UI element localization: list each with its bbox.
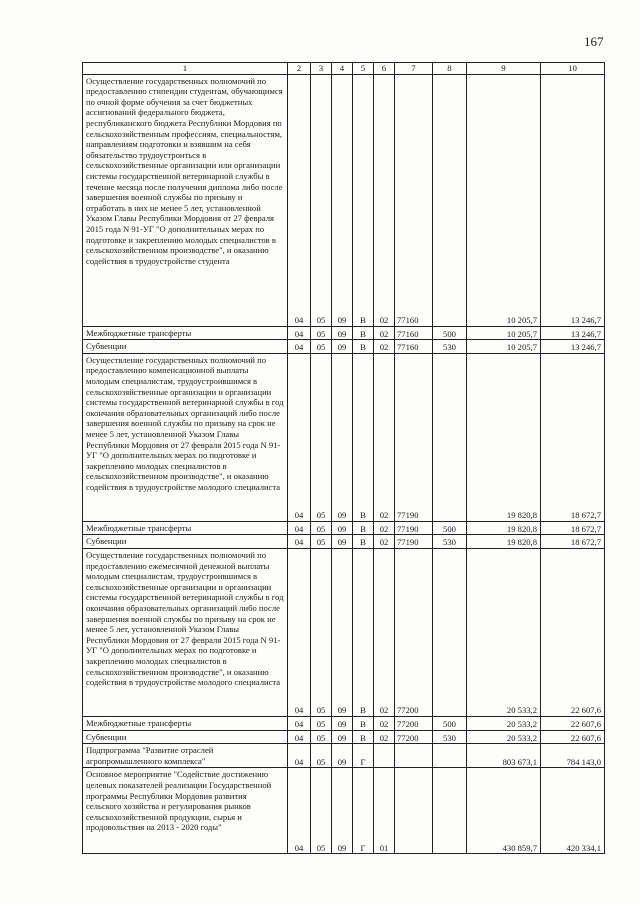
cell-c3: 05: [311, 535, 332, 549]
cell-c5: В: [353, 353, 374, 521]
cell-c7: 77190: [395, 535, 433, 549]
cell-c4: 09: [332, 353, 353, 521]
row-name: Подпрограмма "Развитие отраслей агропромышленного комплекса": [83, 744, 288, 768]
cell-c7: [395, 744, 433, 768]
cell-c2: 04: [288, 535, 311, 549]
cell-c3: 05: [311, 548, 332, 716]
cell-c3: 05: [311, 730, 332, 744]
column-header: 6: [374, 63, 395, 75]
table-header-row: [83, 63, 605, 75]
cell-c10: 22 607,6: [541, 548, 605, 716]
cell-c5: В: [353, 521, 374, 535]
cell-c10: 13 246,7: [541, 74, 605, 326]
cell-c7: 77200: [395, 548, 433, 716]
column-header: 5: [353, 63, 374, 75]
cell-c10: 13 246,7: [541, 326, 605, 340]
cell-c8: 500: [433, 326, 467, 340]
cell-c9: 20 533,2: [467, 548, 541, 716]
cell-c2: 04: [288, 548, 311, 716]
row-name: Основное мероприятие "Содействие достижению целевых показателей реализации Государственной программы Республики Мордовия развития сельского хозяйства и регулирования рынков сельскохозяйственной продукции, сырья и продовольствия на 2013 - 2020 годы": [83, 768, 288, 854]
cell-c7: 77200: [395, 730, 433, 744]
cell-c9: 19 820,8: [467, 535, 541, 549]
cell-c3: 05: [311, 340, 332, 354]
cell-c6: 02: [374, 326, 395, 340]
cell-c3: 05: [311, 768, 332, 854]
cell-c9: 10 205,7: [467, 340, 541, 354]
cell-c6: 02: [374, 548, 395, 716]
cell-c6: 02: [374, 730, 395, 744]
cell-c2: 04: [288, 353, 311, 521]
cell-c7: 77160: [395, 340, 433, 354]
budget-table: [82, 62, 605, 854]
table-row: [83, 535, 605, 549]
cell-c2: 04: [288, 340, 311, 354]
cell-c6: 01: [374, 768, 395, 854]
cell-c5: В: [353, 730, 374, 744]
cell-c4: 09: [332, 535, 353, 549]
table-row: [83, 768, 605, 854]
cell-c7: 77190: [395, 353, 433, 521]
cell-c7: [395, 768, 433, 854]
cell-c8: [433, 744, 467, 768]
cell-c10: 420 334,1: [541, 768, 605, 854]
cell-c10: 18 672,7: [541, 353, 605, 521]
cell-c3: 05: [311, 74, 332, 326]
cell-c9: 19 820,8: [467, 521, 541, 535]
cell-c5: В: [353, 340, 374, 354]
column-header: 3: [311, 63, 332, 75]
table-row: [83, 730, 605, 744]
cell-c6: 02: [374, 353, 395, 521]
cell-c4: 09: [332, 326, 353, 340]
cell-c10: 18 672,7: [541, 535, 605, 549]
cell-c7: 77160: [395, 74, 433, 326]
row-name: Межбюджетные трансферты: [83, 716, 288, 730]
cell-c6: 02: [374, 340, 395, 354]
cell-c4: 09: [332, 730, 353, 744]
column-header: 4: [332, 63, 353, 75]
cell-c5: В: [353, 74, 374, 326]
row-name: Субвенции: [83, 340, 288, 354]
row-name: Субвенции: [83, 730, 288, 744]
cell-c5: Г: [353, 768, 374, 854]
table-row: [83, 353, 605, 521]
row-name: Осуществление государственных полномочий по предоставлению стипендии студентам, обучающимся по очной форме обучения за счет бюджетных ассигнований федерального бюджета, республиканского бюджета Республики Мордовия по сельскохозяйственным профессиям, специальностям, направлениям подготовки и взявшим на себя обязательство трудоустроиться в сельскохозяйственные организации или организации системы государственной ветеринарной службы в течение месяца после получения диплома либо после завершения военной службы по призыву и отработать в них не менее 5 лет, установленной Указом Главы Республики Мордовия от 27 февраля 2015 года N 91-УГ "О дополнительных мерах по подготовке и закреплению молодых специалистов в сельскохозяйственном производстве", и оказанию содействия в трудоустройстве студента: [83, 74, 288, 326]
table-row: [83, 521, 605, 535]
cell-c7: 77160: [395, 326, 433, 340]
cell-c6: 02: [374, 535, 395, 549]
cell-c10: 13 246,7: [541, 340, 605, 354]
cell-c2: 04: [288, 521, 311, 535]
cell-c8: 500: [433, 716, 467, 730]
cell-c8: 530: [433, 730, 467, 744]
column-header: 2: [288, 63, 311, 75]
table-row: [83, 74, 605, 326]
cell-c9: 803 673,1: [467, 744, 541, 768]
row-name: Субвенции: [83, 535, 288, 549]
column-header: 8: [433, 63, 467, 75]
cell-c3: 05: [311, 744, 332, 768]
column-header: 10: [541, 63, 605, 75]
cell-c2: 04: [288, 768, 311, 854]
cell-c10: 18 672,7: [541, 521, 605, 535]
cell-c9: 10 205,7: [467, 326, 541, 340]
cell-c4: 09: [332, 340, 353, 354]
cell-c9: 20 533,2: [467, 716, 541, 730]
cell-c2: 04: [288, 74, 311, 326]
cell-c6: [374, 744, 395, 768]
cell-c6: 02: [374, 74, 395, 326]
cell-c9: 430 859,7: [467, 768, 541, 854]
cell-c7: 77190: [395, 521, 433, 535]
column-header: 9: [467, 63, 541, 75]
table-row: [83, 744, 605, 768]
cell-c3: 05: [311, 326, 332, 340]
cell-c2: 04: [288, 716, 311, 730]
row-name: Межбюджетные трансферты: [83, 521, 288, 535]
column-header: 1: [83, 63, 288, 75]
cell-c8: 500: [433, 521, 467, 535]
page-number: 167: [584, 34, 604, 49]
row-name: Межбюджетные трансферты: [83, 326, 288, 340]
column-header: 7: [395, 63, 433, 75]
cell-c4: 09: [332, 768, 353, 854]
cell-c10: 22 607,6: [541, 716, 605, 730]
table-row: [83, 326, 605, 340]
cell-c5: Г: [353, 744, 374, 768]
row-name: Осуществление государственных полномочий по предоставлению ежемесячной денежной выплаты молодым специалистам, трудоустроившимся в сельскохозяйственные организации и организации системы государственной ветеринарной службы в год окончания образовательных организаций либо после завершения военной службы по призыву на срок не менее 5 лет, установленной Указом Главы Республики Мордовия от 27 февраля 2015 года N 91-УГ "О дополнительных мерах по подготовке и закреплению молодых специалистов в сельскохозяйственном производстве", и оказанию содействия в трудоустройстве молодого специалиста: [83, 548, 288, 716]
cell-c3: 05: [311, 353, 332, 521]
cell-c8: [433, 548, 467, 716]
cell-c4: 09: [332, 716, 353, 730]
cell-c4: 09: [332, 744, 353, 768]
row-name: Осуществление государственных полномочий по предоставлению компенсационной выплаты молодым специалистам, трудоустроившимся в сельскохозяйственные организации и организации системы государственной ветеринарной службы в год окончания образовательных организаций либо после завершения военной службы по призыву на срок не менее 5 лет, установленной Указом Главы Республики Мордовия от 27 февраля 2015 года N 91-УГ "О дополнительных мерах по подготовке и закреплению молодых специалистов в сельскохозяйственном производстве", и оказанию содействия в трудоустройстве молодого специалиста: [83, 353, 288, 521]
cell-c5: В: [353, 326, 374, 340]
table-row: [83, 548, 605, 716]
cell-c3: 05: [311, 521, 332, 535]
cell-c8: 530: [433, 535, 467, 549]
cell-c6: 02: [374, 716, 395, 730]
cell-c2: 04: [288, 730, 311, 744]
cell-c10: 784 143,0: [541, 744, 605, 768]
cell-c2: 04: [288, 744, 311, 768]
cell-c10: 22 607,6: [541, 730, 605, 744]
cell-c9: 19 820,8: [467, 353, 541, 521]
table-row: [83, 716, 605, 730]
cell-c9: 20 533,2: [467, 730, 541, 744]
cell-c7: 77200: [395, 716, 433, 730]
cell-c3: 05: [311, 716, 332, 730]
cell-c8: 530: [433, 340, 467, 354]
table-row: [83, 340, 605, 354]
cell-c4: 09: [332, 74, 353, 326]
cell-c6: 02: [374, 521, 395, 535]
cell-c8: [433, 768, 467, 854]
cell-c8: [433, 353, 467, 521]
cell-c9: 10 205,7: [467, 74, 541, 326]
cell-c8: [433, 74, 467, 326]
cell-c5: В: [353, 548, 374, 716]
cell-c2: 04: [288, 326, 311, 340]
cell-c5: В: [353, 716, 374, 730]
cell-c4: 09: [332, 521, 353, 535]
cell-c4: 09: [332, 548, 353, 716]
cell-c5: В: [353, 535, 374, 549]
